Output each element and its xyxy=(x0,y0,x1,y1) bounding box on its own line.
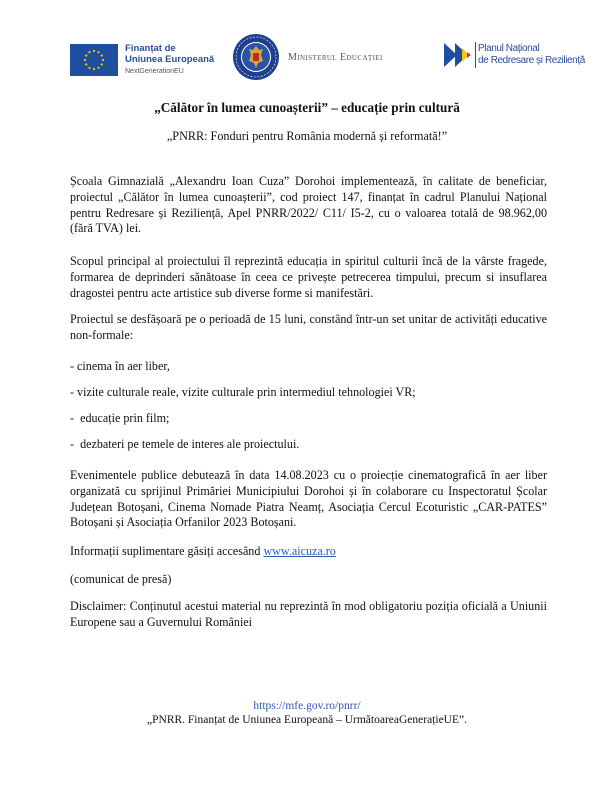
activity-item: - educație prin film; xyxy=(70,411,170,425)
ministry-logo xyxy=(232,33,383,81)
document-title: „Călător în lumea cunoașterii” – educație prin cultură xyxy=(154,100,460,115)
footer-funding-text: „PNRR. Finanțat de Uniunea Europeană – UrmătoareaGenerațieUE”. xyxy=(147,714,467,726)
eu-logo-line3: NextGenerationEU xyxy=(125,68,184,75)
website-link[interactable]: www.aicuza.ro xyxy=(263,544,336,558)
paragraph-project-duration: Proiectul se desfășoară pe o perioadă de 15 luni, constând într-un set unitar de activități educative non-formale: xyxy=(70,312,547,342)
document-header xyxy=(0,0,614,90)
activity-item: - cinema în aer liber, xyxy=(70,359,170,373)
pnrr-logo-line1: Planul Național xyxy=(478,43,540,54)
paragraph-project-goal: Scopul principal al proiectului îl reprezintă educația in spiritul culturii încă de la vârste fragede, formarea de deprinderi sănătoase în ceea ce privește petrecerea timpului, precum si insuflarea dragostei pentru acte artistice sub diverse forme si manifestări. xyxy=(70,254,547,300)
ministry-name: Ministerul Educației xyxy=(288,51,383,63)
pnrr-arrows-icon xyxy=(443,40,473,70)
pnrr-divider xyxy=(475,42,476,68)
paragraph-more-info xyxy=(70,544,547,560)
disclaimer: Disclaimer: Conținutul acestui material nu reprezintă în mod obligatoriu poziția oficială a Uniunii Europene sau a Guvernului României xyxy=(70,599,547,629)
press-release-note: (comunicat de presă) xyxy=(70,572,172,586)
government-seal-icon xyxy=(232,33,280,81)
eu-logo-line1: Finanțat de xyxy=(125,43,176,54)
footer-url-link[interactable]: https://mfe.gov.ro/pnrr/ xyxy=(253,700,361,712)
paragraph-events: Evenimentele publice debutează în data 14.08.2023 cu o proiecție cinematografică în aer liber organizată cu sprijinul Primăriei Municipiului Dorohoi și în colaborare cu Inspectoratul Școlar Județean Botoșani, Cinema Nomade Piatra Neamț, Asociația Cercul Ecoturistic „CAR-PATES” Botoșani și Asociația Orfanilor 2023 Botoșani. xyxy=(70,468,547,530)
eu-funding-logo xyxy=(70,43,214,77)
more-info-text: Informații suplimentare găsiți accesând xyxy=(70,544,264,558)
paragraph-project-intro: Școala Gimnazială „Alexandru Ioan Cuza” Dorohoi implementează, în calitate de beneficiar, proiectul „Călător în lumea cunoașterii”, cod proiect 147, finanțat în cadrul Planului Național pentru Redresare și Reziliență, Apel PNRR/2022/ C11/ I5-2, cu o valoarea totală de 98.962,00 (fără TVA) lei. xyxy=(70,174,547,236)
activity-item: - dezbateri pe temele de interes ale proiectului. xyxy=(70,437,300,451)
pnrr-logo xyxy=(443,40,585,70)
activity-item: - vizite culturale reale, vizite culturale prin intermediul tehnologiei VR; xyxy=(70,385,416,399)
pnrr-logo-line2: de Redresare și Reziliență xyxy=(478,55,585,66)
eu-flag-icon xyxy=(70,44,118,76)
eu-logo-line2: Uniunea Europeană xyxy=(125,54,215,65)
document-subtitle: „PNRR: Fonduri pentru România modernă și reformată!” xyxy=(166,129,448,143)
